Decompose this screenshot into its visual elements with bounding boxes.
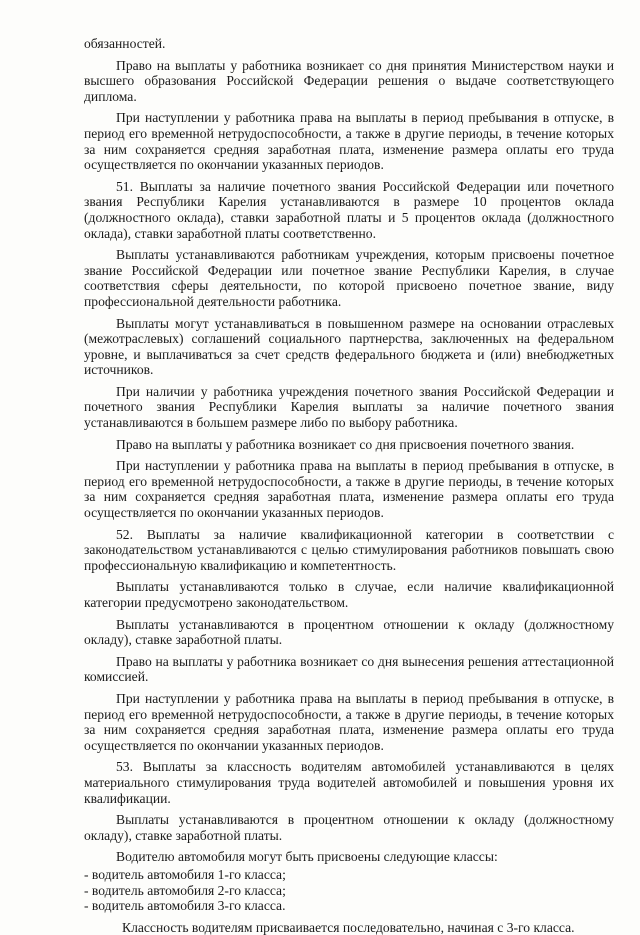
paragraph-clause-53: 53. Выплаты за классность водителям автомобилей устанавливаются в целях материального стимулирования труда водителей автомобилей и повышения уровня их квалификации. (84, 759, 614, 806)
paragraph-category-condition: Выплаты устанавливаются только в случае, если наличие квалификационной категории предусмотрено законодательством. (84, 579, 614, 610)
paragraph-attestation-right: Право на выплаты у работника возникает со дня вынесения решения аттестационной комиссией. (84, 653, 614, 685)
list-item: - водитель автомобиля 1-го класса; (84, 866, 286, 882)
paragraph-category-percent: Выплаты устанавливаются в процентном отношении к окладу (должностному окладу), ставке заработной платы. (84, 616, 614, 648)
paragraph-clause-52: 52. Выплаты за наличие квалификационной категории в соответствии с законодательством устанавливаются с целью стимулирования работников повышать свою профессиональную квалификацию и компетентность. (84, 526, 614, 573)
paragraph-vacation-rule-2: При наступлении у работника права на выплаты в период пребывания в отпуске, в период его временной нетрудоспособности, а также в другие периоды, в течение которых за ним сохраняется средняя заработная плата, изменение размера оплаты его труда осуществляется по окончании указанных периодов. (84, 458, 614, 521)
paragraph-vacation-rule-3: При наступлении у работника права на выплаты в период пребывания в отпуске, в период его временной нетрудоспособности, а также в другие периоды, в течение которых за ним сохраняется средняя заработная плата, изменение размера оплаты его труда осуществляется по окончании указанных периодов. (84, 690, 614, 753)
paragraph-title-right: Право на выплаты у работника возникает со дня присвоения почетного звания. (116, 436, 575, 452)
paragraph-closing: Классность водителям присваивается последовательно, начиная с 3-го класса. (122, 919, 575, 935)
paragraph-diploma-right: Право на выплаты у работника возникает со дня принятия Министерством науки и высшего образования Российской Федерации решения о выдаче соответствующего диплома. (84, 57, 614, 104)
paragraph-honorary-title-condition: Выплаты устанавливаются работникам учреждения, которым присвоены почетное звание Российской Федерации или почетное звание Республики Карелия, в случае соответствия сферы деятельности, по которой присвоено почетное звание, виду профессиональной деятельности работника. (84, 247, 614, 309)
list-item: - водитель автомобиля 2-го класса; (84, 882, 286, 898)
paragraph-clause-51: 51. Выплаты за наличие почетного звания Российской Федерации или почетного звания Республики Карелия устанавливаются в размере 10 процентов оклада (должностного оклада), ставки заработной платы и 5 процентов оклада (должностного оклада), ставки заработной платы соответственно. (84, 178, 614, 241)
paragraph-classes-intro: Водителю автомобиля могут быть присвоены следующие классы: (116, 849, 498, 865)
paragraph-vacation-rule-1: При наступлении у работника права на выплаты в период пребывания в отпуске, в период его временной нетрудоспособности, а также в другие периоды, в течение которых за ним сохраняется средняя заработная плата, изменение размера оплаты его труда осуществляется по окончании указанных периодов. (84, 110, 614, 173)
paragraph-class-percent: Выплаты устанавливаются в процентном отношении к окладу (должностному окладу), ставке заработной платы. (84, 812, 614, 843)
paragraph-increased-payment: Выплаты могут устанавливаться в повышенном размере на основании отраслевых (межотраслевых) соглашений социального партнерства, заключенных на федеральном уровне, и выплачиваться за счет средств федерального бюджета и (или) внебюджетных источников. (84, 315, 614, 378)
paragraph-continuation: обязанностей. (84, 36, 166, 51)
list-item: - водитель автомобиля 3-го класса. (84, 898, 286, 914)
paragraph-two-titles: При наличии у работника учреждения почетного звания Российской Федерации и почетного звания Республики Карелия выплаты за наличие почетного звания устанавливаются в большем размере либо по выбору работника. (84, 383, 614, 431)
